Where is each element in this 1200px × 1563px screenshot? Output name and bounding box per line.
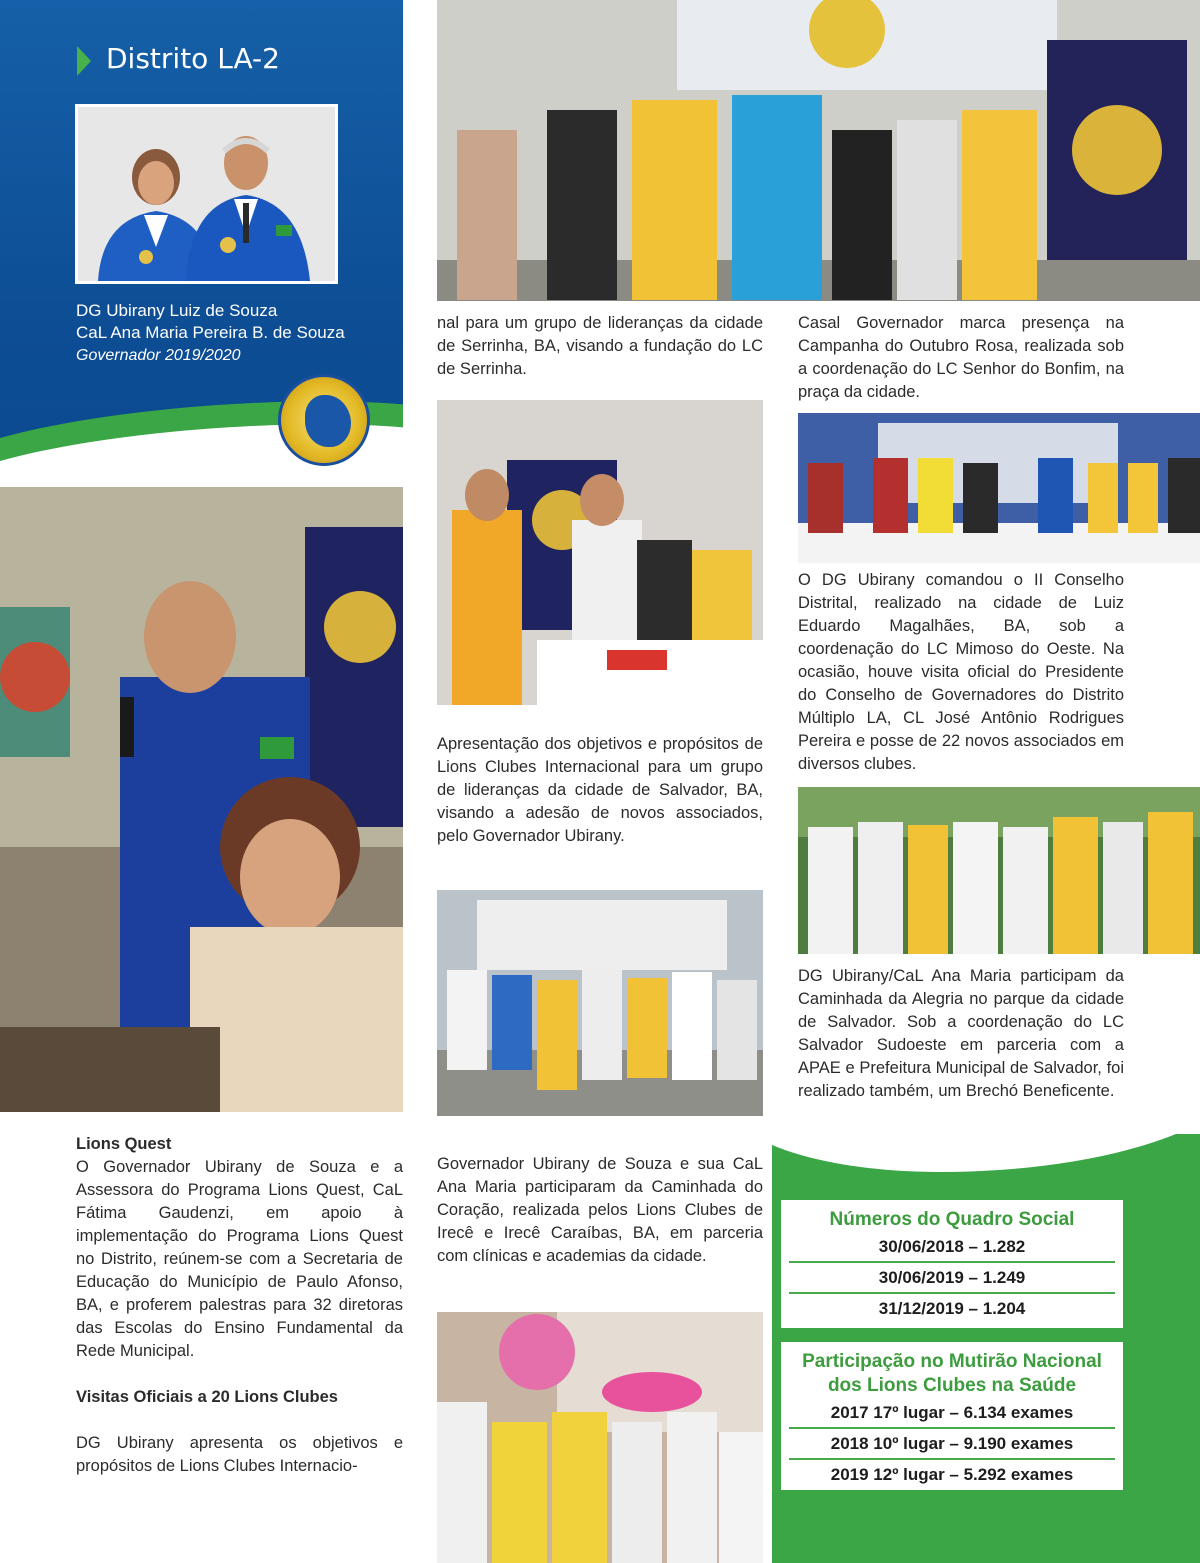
photo-caminhada-alegria [798, 787, 1200, 954]
district-header [0, 0, 403, 470]
portrait-illustration [78, 107, 335, 281]
photo-caminhada-coracao [437, 890, 763, 1116]
outubro-rosa-caption: Casal Governador marca presença na Campanha do Outubro Rosa, realizada sob a coordenação do LC Senhor do Bonfim, na praça da cidade. [798, 314, 1124, 401]
photo-serrinha-group [437, 0, 1200, 301]
visitas-heading: Visitas Oficiais a 20 Lions Clubes [76, 1388, 338, 1406]
quadro-social-box [781, 1200, 1123, 1328]
mutirao-row: 2018 10º lugar – 9.190 exames [789, 1429, 1115, 1460]
salvador-caption: Apresentação dos objetivos e propósitos de Lions Clubes Internacional para um grupo de lideranças da cidade de Salvador, BA, visando a adesão de novos associados, pelo Governador Ubirany. [437, 735, 763, 845]
stats-panel [772, 1134, 1200, 1563]
quadro-row: 30/06/2019 – 1.249 [789, 1263, 1115, 1294]
caption-governor-name: DG Ubirany Luiz de Souza [76, 301, 278, 320]
visitas-body-start: DG Ubirany apresenta os objetivos e propósitos de Lions Clubes Internacio- [76, 1434, 403, 1475]
district-title: Distrito LA-2 [106, 42, 280, 75]
governor-seal-logo [278, 374, 370, 466]
mutirao-box [781, 1342, 1123, 1490]
photo-conselho-distrital [798, 413, 1200, 563]
conselho-caption: O DG Ubirany comandou o II Conselho Distrital, realizado na cidade de Luiz Eduardo Magalhães, BA, sob a coordenação do LC Mimoso do Oeste. Na ocasião, houve visita oficial do Presidente do Conselho de Governadores do Distrito Múltiplo LA, CL José Antônio Rodrigues Pereira e posse de 22 novos associados em diversos clubes. [798, 571, 1124, 773]
mutirao-title-line1: Participação no Mutirão Nacional [802, 1351, 1102, 1372]
caption-spouse-name: CaL Ana Maria Pereira B. de Souza [76, 323, 345, 342]
caption-governor-role: Governador 2019/2020 [76, 347, 241, 364]
photo-outubro-rosa [437, 1312, 763, 1563]
caminhada-coracao-caption: Governador Ubirany de Souza e sua CaL Ana Maria participaram da Caminhada do Coração, realizada pelos Lions Clubes de Irecê e Irecê Caraíbas, BA, em parceria com clínicas e academias da cidade. [437, 1155, 763, 1265]
mutirao-row: 2019 12º lugar – 5.292 exames [830, 1465, 1074, 1484]
lions-quest-body: O Governador Ubirany de Souza e a Assessora do Programa Lions Quest, CaL Fátima Gaudenzi, em apoio à implementação do Programa Lions Quest no Distrito, reúnem-se com a Secretaria de Educação do Município de Paulo Afonso, BA, e proferem palestras para 32 diretoras das Escolas do Ensino Fundamental da Rede Municipal. [76, 1158, 403, 1360]
lions-quest-article [76, 1133, 403, 1478]
visitas-body-continued: nal para um grupo de lideranças da cidade de Serrinha, BA, visando a fundação do LC de Serrinha. [437, 314, 763, 378]
mutirao-row: 2017 17º lugar – 6.134 exames [789, 1398, 1115, 1429]
quadro-row: 30/06/2018 – 1.282 [789, 1232, 1115, 1263]
photo-lions-quest-speech [0, 487, 403, 1112]
quadro-row: 31/12/2019 – 1.204 [878, 1299, 1026, 1318]
mutirao-title-line2: dos Lions Clubes na Saúde [827, 1375, 1077, 1396]
caminhada-alegria-caption: DG Ubirany/CaL Ana Maria participam da Caminhada da Alegria no parque da cidade de Salvador. Sob a coordenação do LC Salvador Sudoeste em parceria com a APAE e Prefeitura Municipal de Salvador, foi realizado também, um Brechó Beneficente. [798, 967, 1124, 1100]
governor-couple-portrait [75, 104, 338, 284]
panel-curve-decoration [772, 1134, 1200, 1172]
arrow-right-icon [77, 46, 91, 76]
quadro-social-title: Números do Quadro Social [829, 1209, 1075, 1230]
photo-salvador-meeting [437, 400, 763, 705]
lions-quest-heading: Lions Quest [76, 1135, 172, 1153]
